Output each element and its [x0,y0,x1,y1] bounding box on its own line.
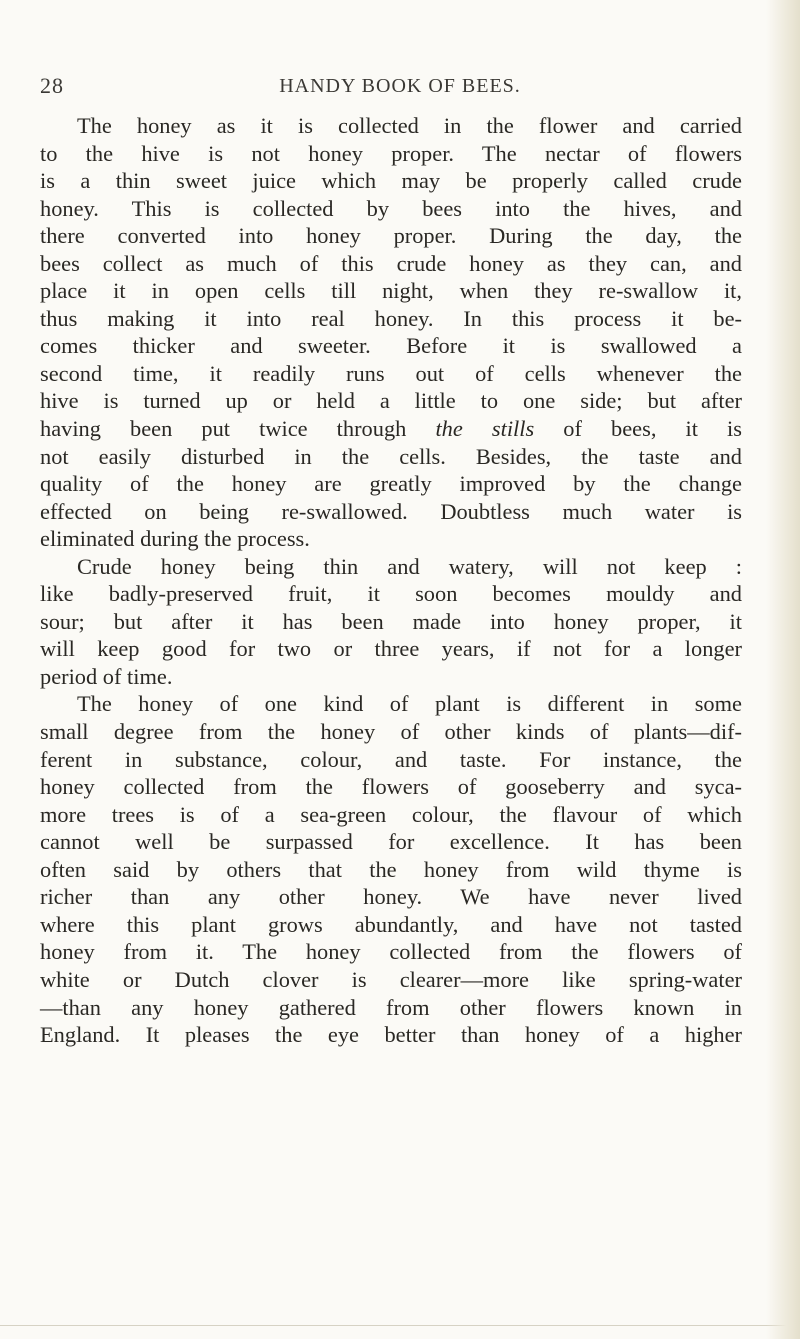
text-line: honey collected from the flowers of gooseberry and syca- [40,774,742,800]
text-line: second time, it readily runs out of cells whenever the [40,360,742,386]
text-line: sour; but after it has been made into honey proper, it [40,608,742,634]
text-line: period of time. [40,663,173,689]
text-line: ferent in substance, colour, and taste. For instance, the [40,746,742,772]
text-line: comes thicker and sweeter. Before it is swallowed a [40,333,742,359]
text-line: honey from it. The honey collected from the flowers of [40,939,742,965]
page-edge-rule [0,1325,790,1326]
text-line: place it in open cells till night, when they re-swallow it, [40,278,742,304]
text-line: white or Dutch clover is clearer—more like spring-water [40,966,742,992]
text-line: small degree from the honey of other kinds of plants—dif- [40,719,742,745]
text-line-with-italic [40,415,742,443]
text-line: The honey of one kind of plant is different in some [77,691,742,717]
text-line: honey. This is collected by bees into the hives, and [40,195,742,221]
scan-edge-mark [792,1310,794,1328]
text-line: thus making it into real honey. In this process it be- [40,305,742,331]
running-title: HANDY BOOK OF BEES. [279,75,521,97]
text-line: is a thin sweet juice which may be properly called crude [40,168,742,194]
text-line: quality of the honey are greatly improved by the change [40,471,742,497]
text-line: often said by others that the honey from wild thyme is [40,856,742,882]
body-text [40,112,742,1049]
text-line: effected on being re-swallowed. Doubtless much water is [40,498,742,524]
text-segment: of bees, it is [534,416,742,442]
text-line: there converted into honey proper. During the day, the [40,223,742,249]
text-line: richer than any other honey. We have never lived [40,884,742,910]
text-line: —than any honey gathered from other flowers known in [40,994,742,1020]
page-number: 28 [40,73,64,98]
text-line: cannot well be surpassed for excellence. It has been [40,829,742,855]
text-line: England. It pleases the eye better than honey of a higher [40,1022,742,1048]
text-line: Crude honey being thin and watery, will not keep : [77,553,742,579]
text-line: will keep good for two or three years, if not for a longer [40,636,742,662]
text-line: eliminated during the process. [40,526,310,552]
text-line: to the hive is not honey proper. The nectar of flowers [40,140,742,166]
text-line: more trees is of a sea-green colour, the flavour of which [40,801,742,827]
italic-phrase: the stills [435,416,535,442]
text-segment: having been put twice through [40,416,436,442]
text-line: bees collect as much of this crude honey as they can, and [40,250,742,276]
text-line: The honey as it is collected in the flower and carried [77,113,742,138]
text-line: where this plant grows abundantly, and have not tasted [40,911,742,937]
text-line: hive is turned up or held a little to one side; but after [40,388,742,414]
text-line: not easily disturbed in the cells. Besides, the taste and [40,443,742,469]
text-line: like badly-preserved fruit, it soon becomes mouldy and [40,581,742,607]
